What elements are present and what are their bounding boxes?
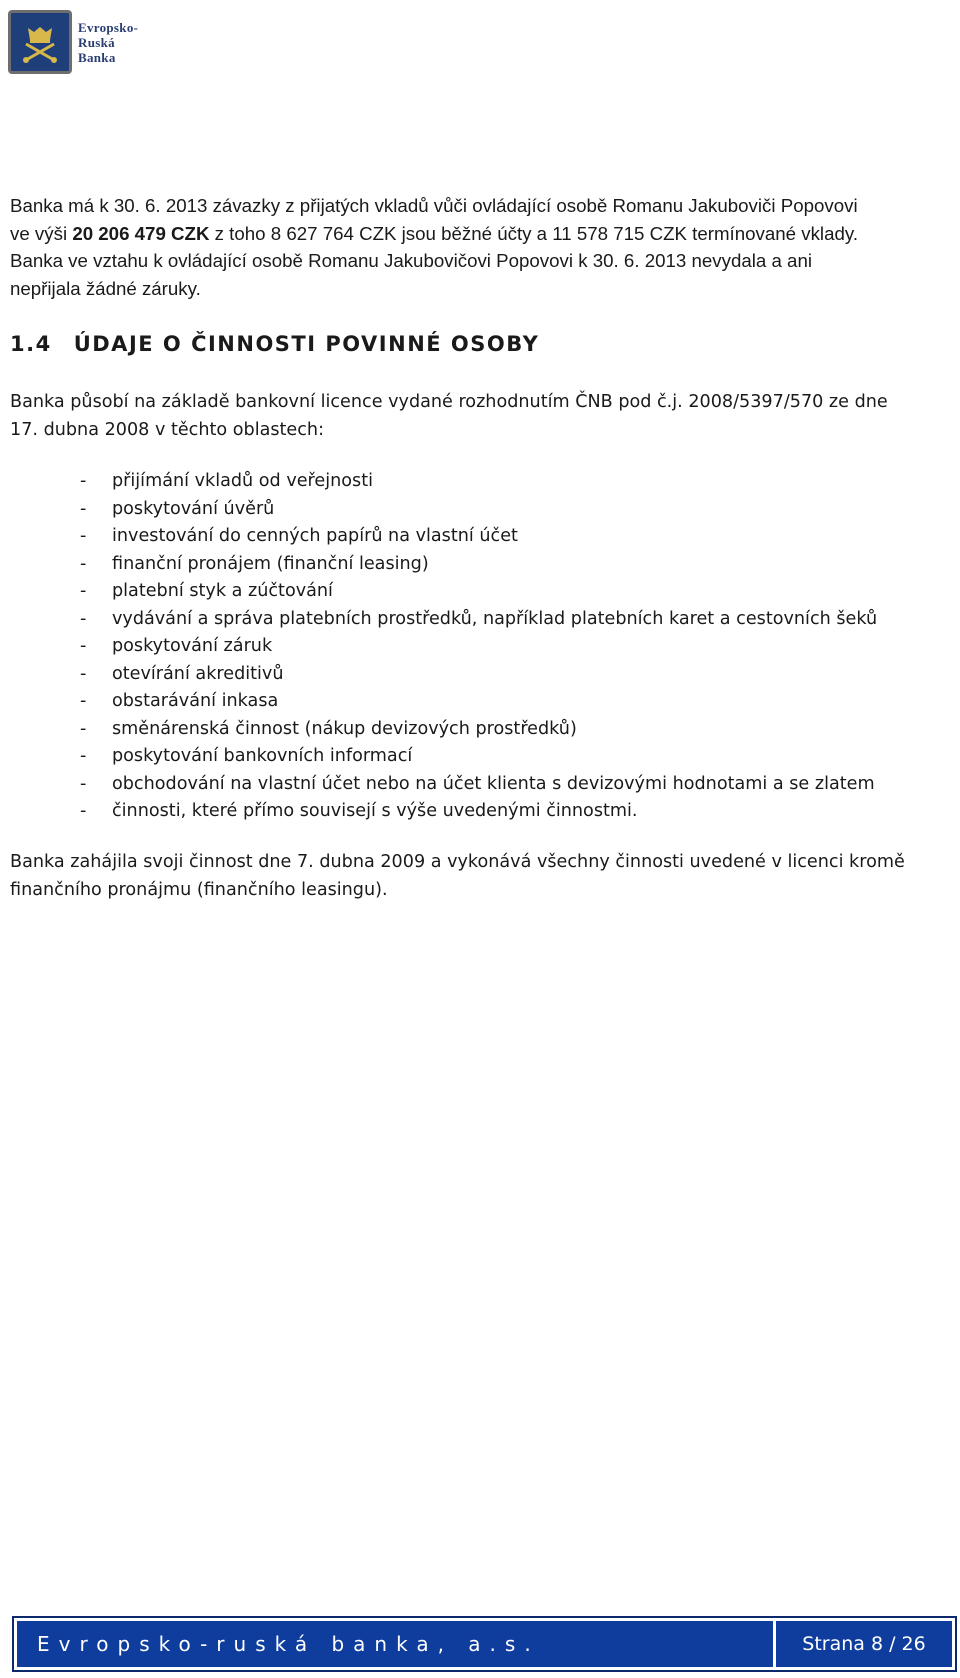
paragraph-line-prefix: ve výši xyxy=(10,222,73,244)
list-item xyxy=(80,633,877,661)
deposit-paragraph xyxy=(10,192,945,302)
footer-bar xyxy=(17,1621,952,1667)
footer-company-name: Evropsko-ruská banka, a.s. xyxy=(37,1632,540,1656)
section-heading xyxy=(10,332,539,356)
list-dash: - xyxy=(80,498,87,519)
page-footer xyxy=(12,1616,957,1672)
list-item-text: přijímání vkladů od veřejnosti xyxy=(112,471,373,491)
paragraph-line: Banka zahájila svoji činnost dne 7. dubna 2009 a vykonává všechny činnosti uvedené v licenci kromě xyxy=(10,852,905,872)
list-item xyxy=(80,468,877,496)
list-dash: - xyxy=(80,663,87,684)
list-item xyxy=(80,523,877,551)
list-item-text: vydávání a správa platebních prostředků, například platebních karet a cestovních šeků xyxy=(112,608,878,629)
list-item xyxy=(80,606,877,634)
paragraph-line: finančního pronájmu (finančního leasingu). xyxy=(10,879,388,900)
list-item-text: finanční pronájem (finanční leasing) xyxy=(112,553,429,574)
list-dash: - xyxy=(80,801,87,821)
logo-wordmark xyxy=(78,20,138,65)
list-item-text: poskytování záruk xyxy=(112,636,273,656)
logo-line-3: Banka xyxy=(78,49,116,65)
list-item xyxy=(80,798,877,826)
list-item xyxy=(80,771,877,799)
paragraph-line: Banka působí na základě bankovní licence vydané rozhodnutím ČNB pod č.j. 2008/5397/570 ze dne xyxy=(10,392,888,412)
list-item-text: platební styk a zúčtování xyxy=(112,581,333,601)
list-item-text: poskytování úvěrů xyxy=(112,498,275,519)
list-dash: - xyxy=(80,718,87,739)
list-item-text: otevírání akreditivů xyxy=(112,663,284,684)
paragraph-line: 17. dubna 2008 v těchto oblastech: xyxy=(10,419,324,440)
bank-logo xyxy=(8,8,158,76)
paragraph-line: Banka má k 30. 6. 2013 závazky z přijatých vkladů vůči ovládající osobě Romanu Jakuboviči Popovovi xyxy=(10,195,858,216)
section-title: ÚDAJE O ČINNOSTI POVINNÉ OSOBY xyxy=(73,332,540,356)
list-dash: - xyxy=(80,773,87,794)
list-dash: - xyxy=(80,636,87,656)
list-item-text: směnárenská činnost (nákup devizových prostředků) xyxy=(112,718,577,739)
list-item xyxy=(80,716,877,744)
page-number: Strana 8 / 26 xyxy=(802,1633,926,1655)
license-paragraph xyxy=(10,389,945,444)
bank-crest-icon xyxy=(8,10,72,74)
list-dash: - xyxy=(80,608,87,629)
list-item xyxy=(80,578,877,606)
paragraph-line: Banka ve vztahu k ovládající osobě Romanu Jakubovičovi Popovovi k 30. 6. 2013 nevydala a ani xyxy=(10,250,812,271)
paragraph-line: nepřijala žádné záruky. xyxy=(10,277,201,299)
list-item xyxy=(80,743,877,771)
list-item-text: činnosti, které přímo souvisejí s výše uvedenými činnostmi. xyxy=(112,801,638,821)
list-item-text: investování do cenných papírů na vlastní účet xyxy=(112,526,518,546)
list-item-text: obstarávání inkasa xyxy=(112,691,279,711)
list-dash: - xyxy=(80,526,87,546)
list-dash: - xyxy=(80,471,87,491)
list-dash: - xyxy=(80,553,87,574)
list-item xyxy=(80,496,877,524)
deposit-amount: 20 206 479 CZK xyxy=(72,222,210,244)
list-item-text: obchodování na vlastní účet nebo na účet klienta s devizovými hodnotami a se zlatem xyxy=(112,773,875,794)
section-number: 1.4 xyxy=(10,332,52,356)
list-dash: - xyxy=(80,746,87,766)
list-dash: - xyxy=(80,691,87,711)
activities-list xyxy=(80,468,877,826)
list-item xyxy=(80,551,877,579)
list-item xyxy=(80,688,877,716)
list-item-text: poskytování bankovních informací xyxy=(112,746,413,766)
list-item xyxy=(80,661,877,689)
logo-line-2: Ruská xyxy=(78,34,115,50)
list-dash: - xyxy=(80,581,87,601)
paragraph-line-suffix: z toho 8 627 764 CZK jsou běžné účty a 11 578 715 CZK termínované vklady. xyxy=(209,222,859,244)
logo-line-1: Evropsko- xyxy=(78,19,139,35)
operations-paragraph xyxy=(10,849,945,904)
